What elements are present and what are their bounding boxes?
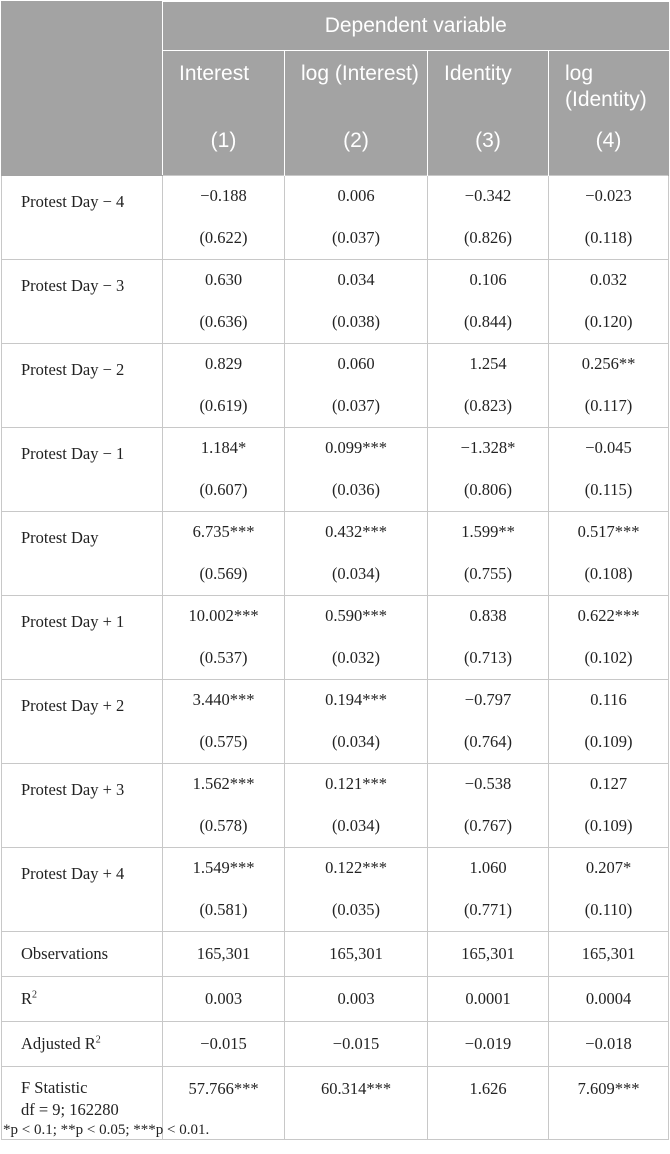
row-label: Protest Day − 3 bbox=[2, 259, 163, 343]
table-row bbox=[2, 343, 669, 385]
stat-value-cell: 0.003 bbox=[163, 976, 285, 1021]
coefficient-cell: 0.121*** bbox=[285, 763, 428, 805]
std-error-cell: (0.110) bbox=[549, 889, 669, 932]
std-error-cell: (0.622) bbox=[163, 217, 285, 260]
std-error-cell: (0.607) bbox=[163, 469, 285, 512]
coefficient-cell: 0.006 bbox=[285, 175, 428, 217]
stat-label bbox=[2, 931, 163, 976]
std-error-cell: (0.713) bbox=[428, 637, 549, 680]
stat-value-cell: −0.015 bbox=[285, 1021, 428, 1066]
std-error-cell: (0.117) bbox=[549, 385, 669, 428]
coefficient-cell: 0.060 bbox=[285, 343, 428, 385]
row-label: Protest Day + 4 bbox=[2, 847, 163, 931]
coefficient-cell: −0.797 bbox=[428, 679, 549, 721]
coefficient-cell: −0.538 bbox=[428, 763, 549, 805]
stat-label-text: Observations bbox=[21, 943, 109, 963]
std-error-cell: (0.038) bbox=[285, 301, 428, 344]
stat-value-cell: −0.015 bbox=[163, 1021, 285, 1066]
std-error-cell: (0.771) bbox=[428, 889, 549, 932]
stat-label bbox=[2, 976, 163, 1021]
std-error-cell: (0.108) bbox=[549, 553, 669, 596]
coefficient-cell: 0.194*** bbox=[285, 679, 428, 721]
column-number-3: (3) bbox=[428, 125, 549, 176]
coefficient-cell: −0.045 bbox=[549, 427, 669, 469]
std-error-cell: (0.109) bbox=[549, 805, 669, 848]
column-name-4: log (Identity) bbox=[549, 50, 669, 125]
column-name-2: log (Interest) bbox=[285, 50, 428, 125]
coefficient-cell: −0.188 bbox=[163, 175, 285, 217]
coefficient-cell: 0.207* bbox=[549, 847, 669, 889]
table-row bbox=[2, 763, 669, 805]
stat-value-cell: 57.766*** bbox=[163, 1066, 285, 1139]
stat-label-text: Adjusted R bbox=[21, 1033, 96, 1053]
coefficient-cell: 0.116 bbox=[549, 679, 669, 721]
dependent-variable-header: Dependent variable bbox=[163, 2, 669, 51]
table-row bbox=[2, 847, 669, 889]
stat-value-cell: 60.314*** bbox=[285, 1066, 428, 1139]
coefficient-cell: 0.256** bbox=[549, 343, 669, 385]
std-error-cell: (0.034) bbox=[285, 721, 428, 764]
std-error-cell: (0.764) bbox=[428, 721, 549, 764]
std-error-cell: (0.537) bbox=[163, 637, 285, 680]
header-corner bbox=[2, 2, 163, 176]
stat-value-cell: 1.626 bbox=[428, 1066, 549, 1139]
coefficient-cell: 0.099*** bbox=[285, 427, 428, 469]
column-number-1: (1) bbox=[163, 125, 285, 176]
stat-value-cell: 165,301 bbox=[163, 931, 285, 976]
coefficient-cell: −0.023 bbox=[549, 175, 669, 217]
row-label: Protest Day + 1 bbox=[2, 595, 163, 679]
stat-sublabel: df = 9; 162280 bbox=[21, 1099, 119, 1119]
std-error-cell: (0.036) bbox=[285, 469, 428, 512]
coefficient-cell: 0.829 bbox=[163, 343, 285, 385]
coefficient-cell: 6.735*** bbox=[163, 511, 285, 553]
coefficient-cell: 1.599** bbox=[428, 511, 549, 553]
coefficient-cell: −1.328* bbox=[428, 427, 549, 469]
column-number-4: (4) bbox=[549, 125, 669, 176]
stat-label-text: F Statistic bbox=[21, 1077, 88, 1097]
stat-value-cell: 0.0004 bbox=[549, 976, 669, 1021]
std-error-cell: (0.118) bbox=[549, 217, 669, 260]
table-row bbox=[2, 511, 669, 553]
std-error-cell: (0.032) bbox=[285, 637, 428, 680]
stat-value-cell: 0.0001 bbox=[428, 976, 549, 1021]
coefficient-cell: 0.838 bbox=[428, 595, 549, 637]
stat-value-cell: −0.018 bbox=[549, 1021, 669, 1066]
row-label: Protest Day − 4 bbox=[2, 175, 163, 259]
std-error-cell: (0.569) bbox=[163, 553, 285, 596]
coefficient-cell: 0.622*** bbox=[549, 595, 669, 637]
coefficient-cell: 3.440*** bbox=[163, 679, 285, 721]
row-label: Protest Day + 2 bbox=[2, 679, 163, 763]
std-error-cell: (0.037) bbox=[285, 217, 428, 260]
std-error-cell: (0.823) bbox=[428, 385, 549, 428]
coefficient-cell: 0.517*** bbox=[549, 511, 669, 553]
std-error-cell: (0.575) bbox=[163, 721, 285, 764]
coefficient-cell: 0.032 bbox=[549, 259, 669, 301]
coefficient-cell: 1.562*** bbox=[163, 763, 285, 805]
stat-value-cell: 165,301 bbox=[285, 931, 428, 976]
stat-value-cell: 7.609*** bbox=[549, 1066, 669, 1139]
stat-row-adj_r2 bbox=[2, 1021, 669, 1066]
superscript: 2 bbox=[32, 989, 38, 1000]
stat-value-cell: 165,301 bbox=[549, 931, 669, 976]
regression-table bbox=[1, 1, 669, 1140]
coefficient-cell: 1.184* bbox=[163, 427, 285, 469]
table-row bbox=[2, 259, 669, 301]
coefficient-cell: 1.549*** bbox=[163, 847, 285, 889]
std-error-cell: (0.826) bbox=[428, 217, 549, 260]
coefficient-cell: −0.342 bbox=[428, 175, 549, 217]
std-error-cell: (0.115) bbox=[549, 469, 669, 512]
significance-footnote: *p < 0.1; **p < 0.05; ***p < 0.01. bbox=[3, 1122, 210, 1138]
std-error-cell: (0.034) bbox=[285, 553, 428, 596]
std-error-cell: (0.102) bbox=[549, 637, 669, 680]
coefficient-cell: 0.432*** bbox=[285, 511, 428, 553]
stat-row-r2 bbox=[2, 976, 669, 1021]
coefficient-cell: 10.002*** bbox=[163, 595, 285, 637]
std-error-cell: (0.636) bbox=[163, 301, 285, 344]
stat-value-cell: 0.003 bbox=[285, 976, 428, 1021]
std-error-cell: (0.109) bbox=[549, 721, 669, 764]
std-error-cell: (0.120) bbox=[549, 301, 669, 344]
column-name-1: Interest bbox=[163, 50, 285, 125]
row-label: Protest Day + 3 bbox=[2, 763, 163, 847]
std-error-cell: (0.578) bbox=[163, 805, 285, 848]
table-body bbox=[2, 175, 669, 1139]
std-error-cell: (0.037) bbox=[285, 385, 428, 428]
stat-value-cell: 165,301 bbox=[428, 931, 549, 976]
row-label: Protest Day − 2 bbox=[2, 343, 163, 427]
column-number-2: (2) bbox=[285, 125, 428, 176]
std-error-cell: (0.844) bbox=[428, 301, 549, 344]
table-row bbox=[2, 175, 669, 217]
coefficient-cell: 0.106 bbox=[428, 259, 549, 301]
coefficient-cell: 0.127 bbox=[549, 763, 669, 805]
row-label: Protest Day bbox=[2, 511, 163, 595]
row-label: Protest Day − 1 bbox=[2, 427, 163, 511]
coefficient-cell: 1.254 bbox=[428, 343, 549, 385]
stat-value-cell: −0.019 bbox=[428, 1021, 549, 1066]
superscript: 2 bbox=[95, 1034, 101, 1045]
table-row bbox=[2, 595, 669, 637]
std-error-cell: (0.034) bbox=[285, 805, 428, 848]
stat-label bbox=[2, 1021, 163, 1066]
coefficient-cell: 1.060 bbox=[428, 847, 549, 889]
table-row bbox=[2, 679, 669, 721]
table-row bbox=[2, 427, 669, 469]
std-error-cell: (0.755) bbox=[428, 553, 549, 596]
stat-label-text: R bbox=[21, 988, 33, 1008]
column-name-3: Identity bbox=[428, 50, 549, 125]
coefficient-cell: 0.630 bbox=[163, 259, 285, 301]
coefficient-cell: 0.590*** bbox=[285, 595, 428, 637]
std-error-cell: (0.767) bbox=[428, 805, 549, 848]
std-error-cell: (0.035) bbox=[285, 889, 428, 932]
std-error-cell: (0.619) bbox=[163, 385, 285, 428]
stat-row-observations bbox=[2, 931, 669, 976]
coefficient-cell: 0.122*** bbox=[285, 847, 428, 889]
coefficient-cell: 0.034 bbox=[285, 259, 428, 301]
std-error-cell: (0.806) bbox=[428, 469, 549, 512]
std-error-cell: (0.581) bbox=[163, 889, 285, 932]
